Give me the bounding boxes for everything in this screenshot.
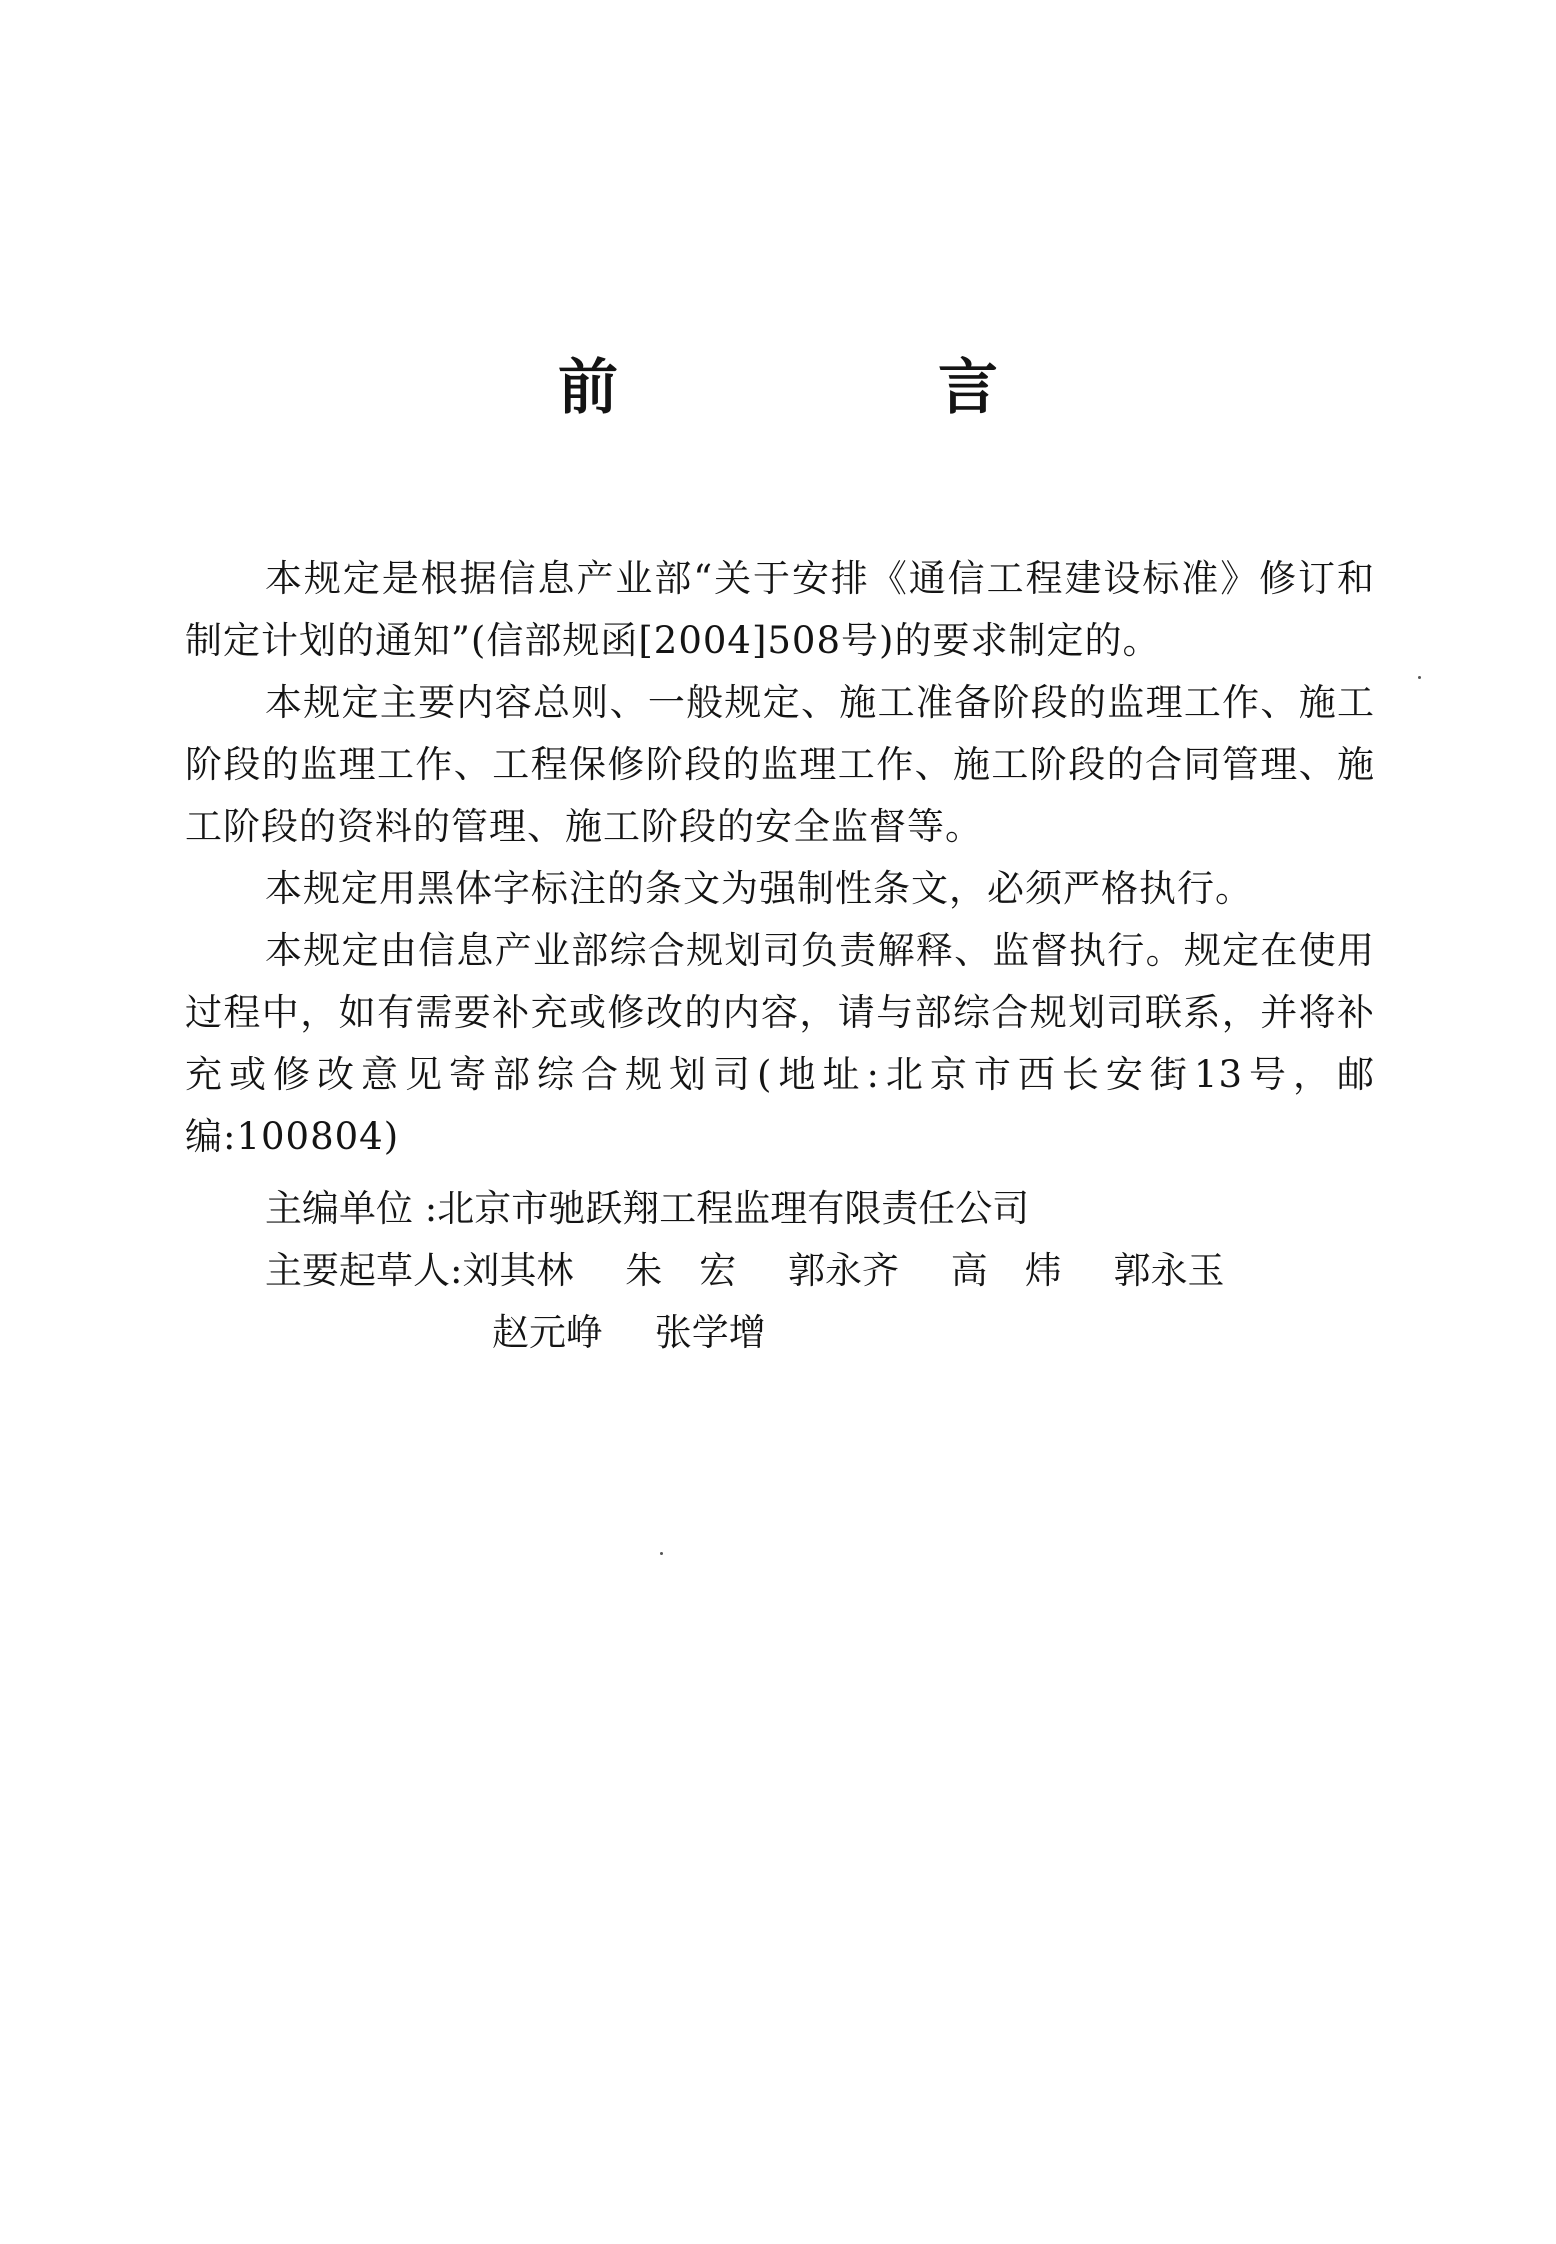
scan-speck [660,1552,663,1555]
drafter-name: 刘其林 [462,1249,574,1292]
preface-body [185,548,1375,1168]
chief-unit-row [265,1178,1265,1240]
drafters-names-line2 [492,1302,806,1364]
drafter-name: 张学增 [654,1311,766,1354]
drafter-name: 郭永齐 [788,1249,899,1292]
drafter-name: 高 炜 [950,1249,1062,1292]
drafters-row [265,1240,1265,1302]
paragraph-interpretation: 本规定由信息产业部综合规划司负责解释、监督执行。规定在使用过程中，如有需要补充或修改的内容，请与部综合规划司联系，并将补充或修改意见寄部综合规划司(地址:北京市西长安街13号，邮编:100804) [185,929,1375,1158]
drafter-name: 朱 宏 [625,1249,737,1292]
scan-speck [1418,676,1421,679]
credits [265,1178,1265,1364]
drafters-label: 主要起草人: [265,1249,463,1292]
page-title: 前 言 [558,353,1128,423]
chief-unit-value: 北京市驰跃翔工程监理有限责任公司 [437,1187,1030,1230]
chief-unit-label: 主编单位 : [265,1187,438,1230]
paragraph-mandatory: 本规定用黑体字标注的条文为强制性条文，必须严格执行。 [265,867,1253,910]
paragraph-basis: 本规定是根据信息产业部“关于安排《通信工程建设标准》修订和制定计划的通知”(信部规函[2004]508号)的要求制定的。 [185,557,1375,662]
paragraph-contents: 本规定主要内容总则、一般规定、施工准备阶段的监理工作、施工阶段的监理工作、工程保修阶段的监理工作、施工阶段的合同管理、施工阶段的资料的管理、施工阶段的安全监督等。 [185,681,1375,848]
drafter-name: 郭永玉 [1113,1249,1225,1292]
drafter-name: 赵元峥 [492,1311,603,1354]
drafters-row-2 [265,1302,1265,1364]
drafters-names-line1 [462,1240,1264,1302]
